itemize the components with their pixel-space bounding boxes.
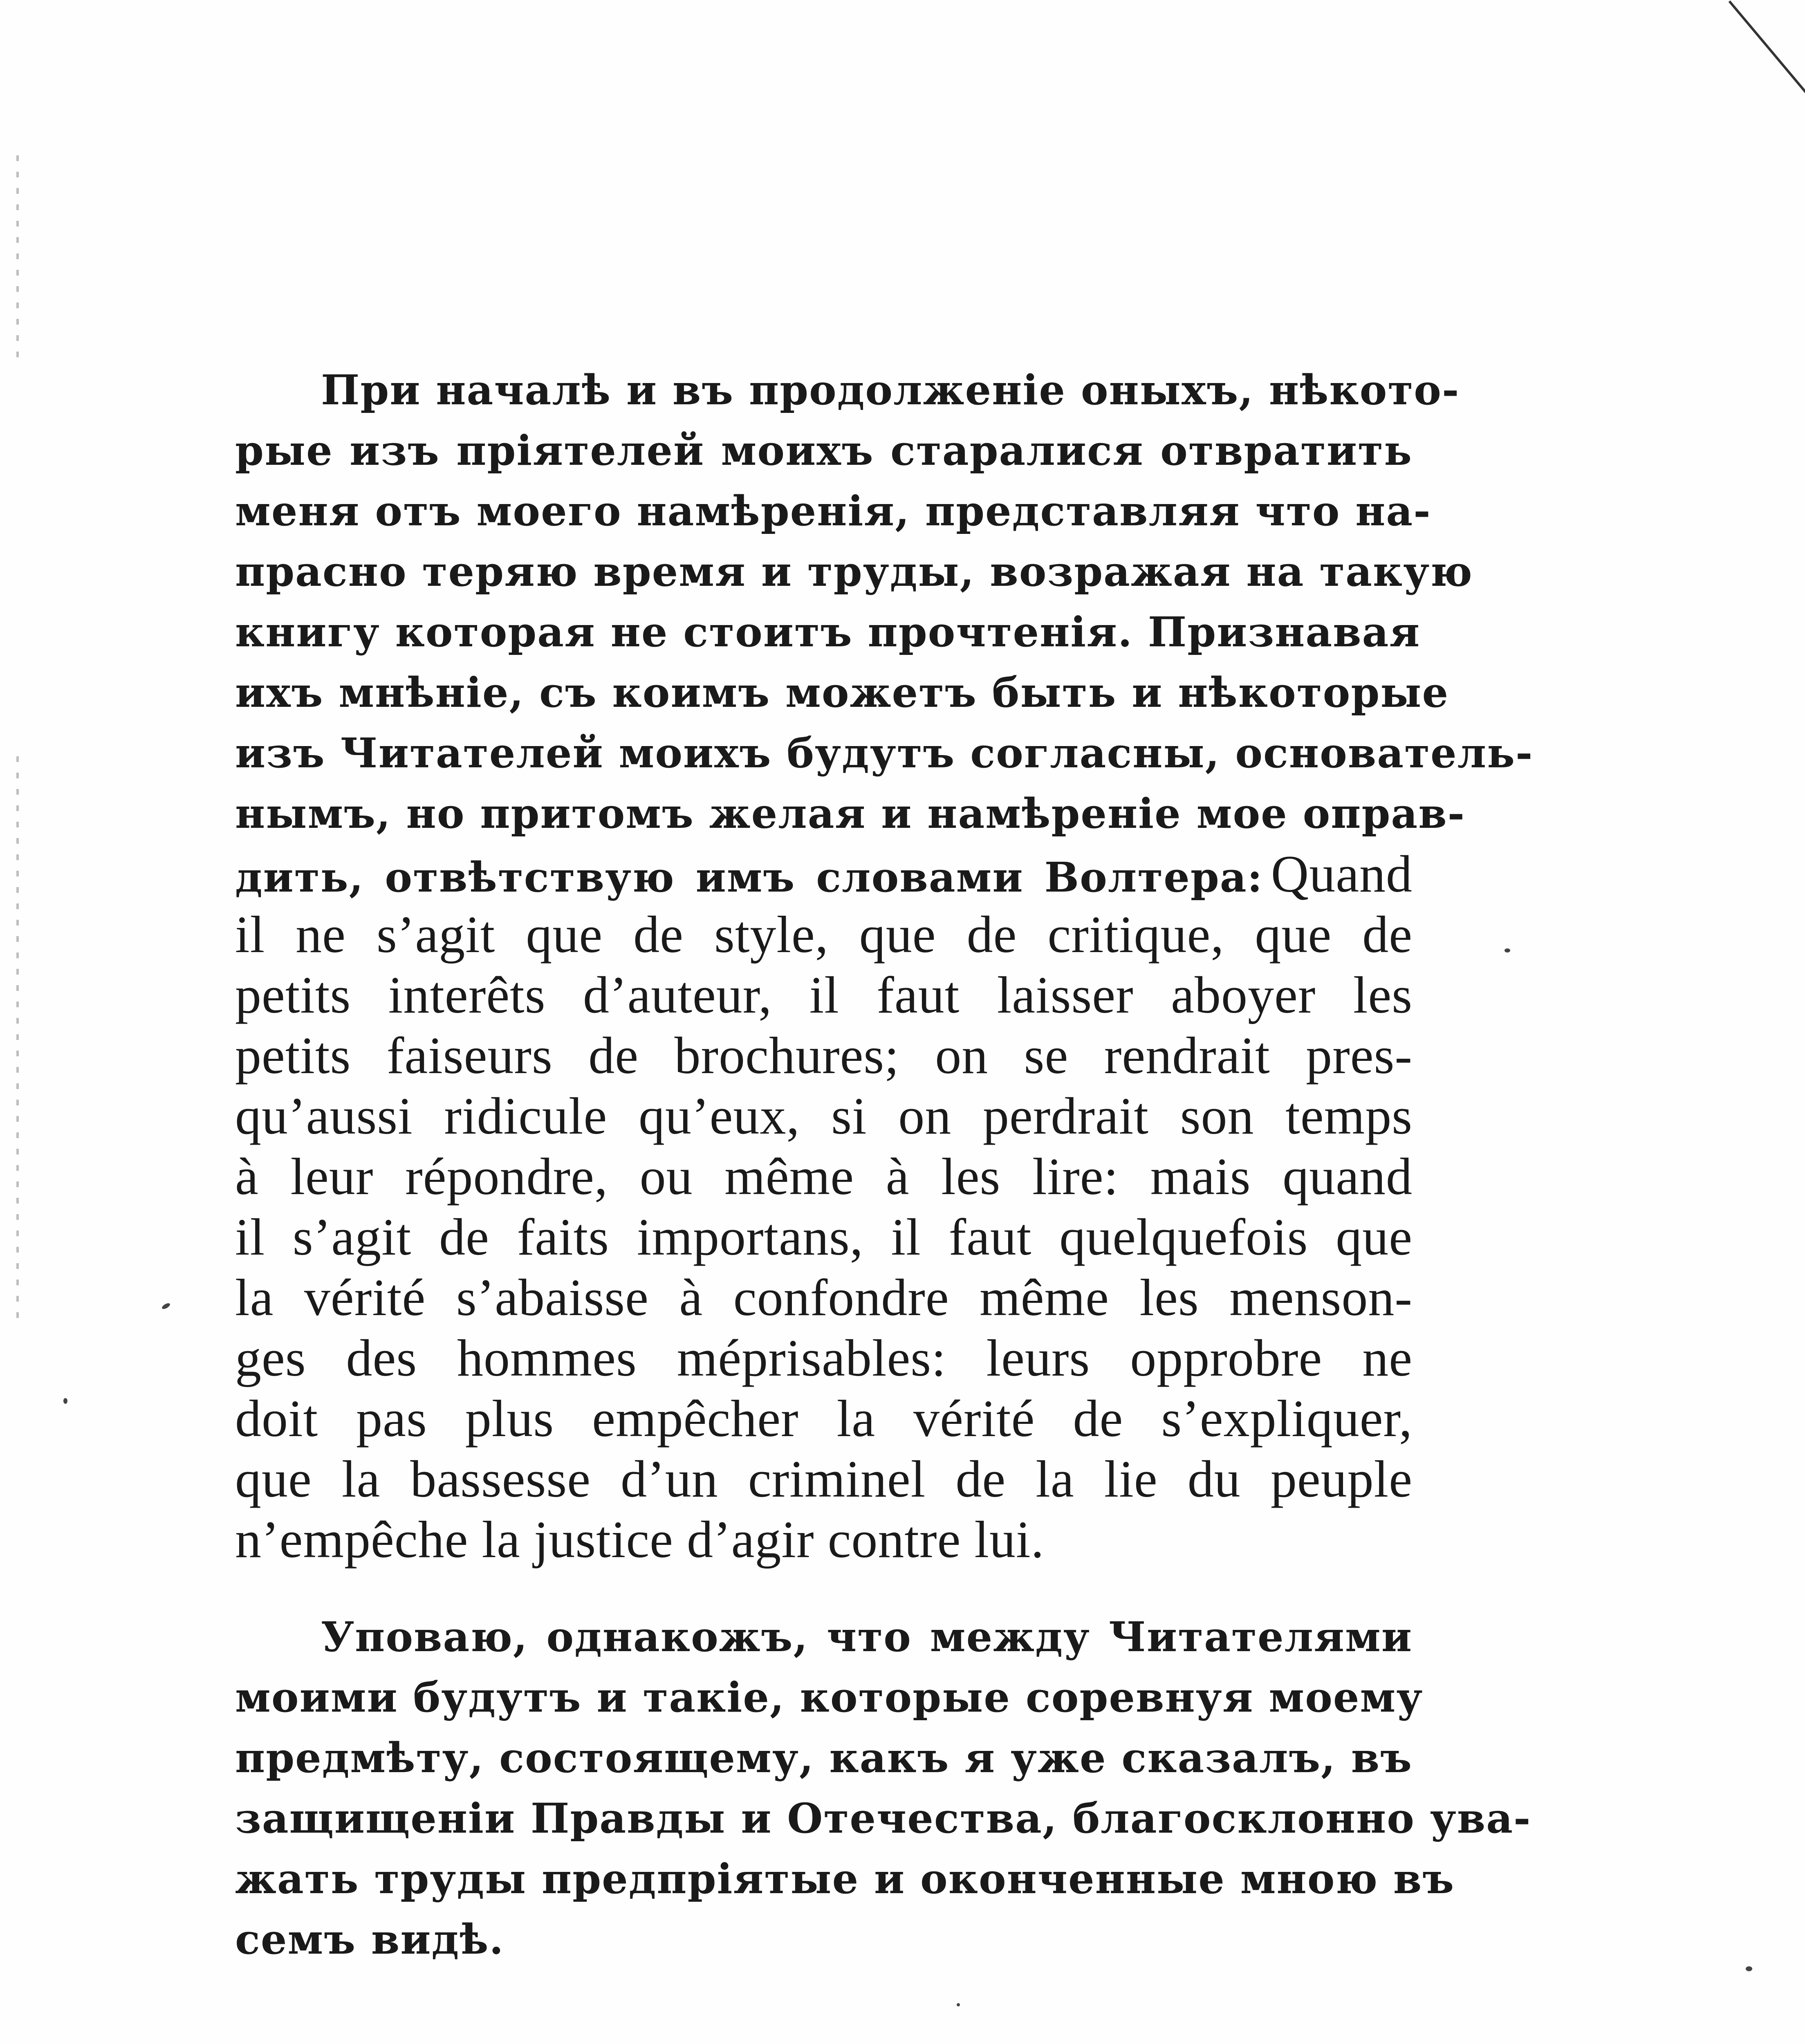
quote-line: qu’aussi ridicule qu’eux, si on perdrait son temps — [235, 1087, 1413, 1145]
quote-intro: дить, отвѣтствую имъ словами Волтера: — [235, 853, 1263, 901]
text-line: предмѣту, состоящему, какъ я уже сказалъ, въ — [235, 1734, 1413, 1782]
text-line: книгу которая не стоитъ прочтенiя. Признавая — [235, 608, 1421, 656]
text-line: При началѣ и въ продолженiе оныхъ, нѣкото- — [321, 366, 1460, 414]
quote-line: que la bassesse d’un criminel de la lie du peuple — [235, 1450, 1413, 1508]
scan-speck — [63, 1398, 67, 1404]
french-quote — [235, 904, 1413, 1570]
text-line: защищенiи Правды и Отечества, благосклонно ува- — [235, 1794, 1531, 1842]
text-line: Уповаю, однакожъ, что между Читателями — [321, 1613, 1413, 1661]
quote-line: ges des hommes méprisables: leurs opprobre ne — [235, 1329, 1413, 1387]
text-line-mixed — [235, 844, 1413, 908]
text-line: нымъ, но притомъ желая и намѣренiе мое оправ- — [235, 789, 1466, 838]
text-line: семъ видѣ. — [235, 1915, 505, 1963]
quote-line: petits interêts d’auteur, il faut laisser aboyer les — [235, 966, 1413, 1024]
quote-start: Quand — [1271, 845, 1413, 903]
quote-line: n’empêche la justice d’agir contre lui. — [235, 1511, 1045, 1569]
text-line: рые изъ прiятелей моихъ старалися отвратить — [235, 426, 1413, 475]
quote-line: il ne s’agit que de style, que de critique, que de — [235, 905, 1413, 964]
paragraph-1 — [235, 360, 1534, 908]
quote-line: doit pas plus empêcher la vérité de s’expliquer, — [235, 1390, 1413, 1448]
text-line: прасно теряю время и труды, возражая на такую — [235, 547, 1473, 596]
scan-speck — [957, 2003, 960, 2006]
quote-line: la vérité s’abaisse à confondre même les menson- — [235, 1269, 1413, 1327]
scan-edge-mark — [16, 155, 19, 368]
text-line: изъ Читателей моихъ будутъ согласны, основатель- — [235, 729, 1534, 777]
scan-edge-mark — [16, 756, 19, 1329]
text-line: ихъ мнѣнiе, съ коимъ можетъ быть и нѣкоторые — [235, 668, 1449, 717]
paragraph-2 — [235, 1607, 1531, 1970]
scan-speck — [1746, 1966, 1752, 1971]
quote-line: petits faiseurs de brochures; on se rendrait pres- — [235, 1026, 1413, 1085]
text-line: моими будутъ и такiе, которые соревнуя моему — [235, 1673, 1424, 1721]
text-line: меня отъ моего намѣренiя, представляя что на- — [235, 487, 1431, 535]
quote-line: il s’agit de faits importans, il faut quelquefois que — [235, 1208, 1413, 1266]
scan-speck — [161, 1302, 171, 1310]
text-line: жать труды предпрiятые и оконченные мною въ — [235, 1855, 1455, 1903]
quote-line: à leur répondre, ou même à les lire: mais quand — [235, 1148, 1413, 1206]
scan-corner-stroke — [1729, 0, 1805, 102]
scan-speck — [1505, 948, 1510, 953]
